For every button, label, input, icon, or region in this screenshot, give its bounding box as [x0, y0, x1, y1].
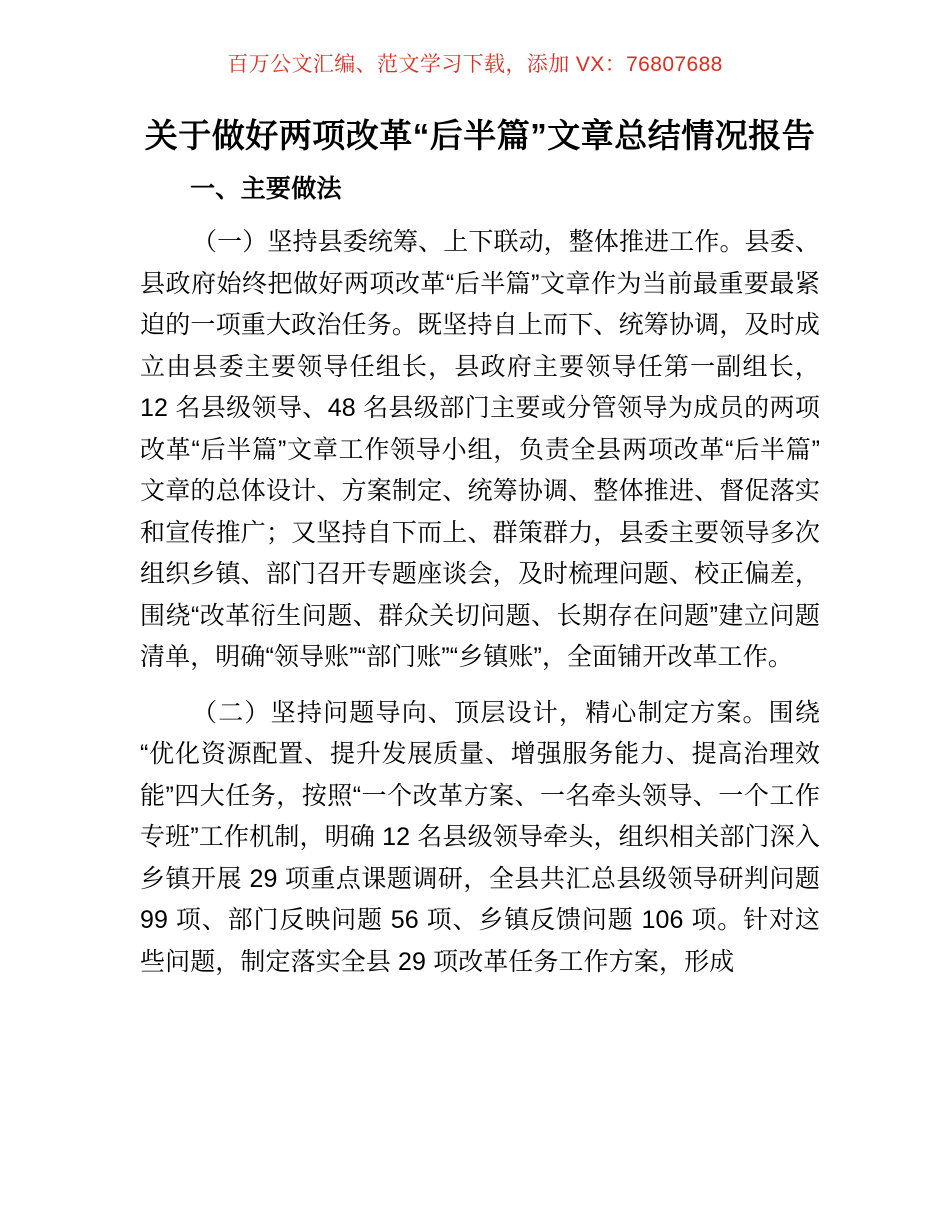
paragraph-one: （一）坚持县委统筹、上下联动，整体推进工作。县委、县政府始终把做好两项改革“后半篇”文章作为当前最重要最紧迫的一项重大政治任务。既坚持自上而下、统筹协调，及时成立由县委主要领导任组长，县政府主要领导任第一副组长，12 名县级领导、48 名县级部门主要或分管领导为成员的两项改革“后半篇”文章工作领导小组，负责全县两项改革“后半篇”文章的总体设计、方案制定、统筹协调、整体推进、督促落实和宣传推广；又坚持自下而上、群策群力，县委主要领导多次组织乡镇、部门召开专题座谈会，及时梳理问题、校正偏差，围绕“改革衍生问题、群众关切问题、长期存在问题”建立问题清单，明确“领导账”“部门账”“乡镇账”，全面铺开改革工作。 [140, 228, 820, 671]
paragraph-two: （二）坚持问题导向、顶层设计，精心制定方案。围绕“优化资源配置、提升发展质量、增强服务能力、提高治理效能”四大任务，按照“一个改革方案、一名牵头领导、一个工作专班”工作机制，明确 12 名县级领导牵头，组织相关部门深入乡镇开展 29 项重点课题调研，全县共汇总县级领导研判问题 99 项、部门反映问题 56 项、乡镇反馈问题 106 项。针对这些问题，制定落实全县 29 项改革任务工作方案，形成 [140, 698, 820, 976]
section-heading-main-practices: 一、主要做法 [190, 175, 342, 203]
document-body [140, 112, 820, 983]
promo-banner-text: 百万公文汇编、范文学习下载，添加 VX：76807688 [227, 53, 723, 76]
document-title: 关于做好两项改革“后半篇”文章总结情况报告 [144, 117, 816, 154]
